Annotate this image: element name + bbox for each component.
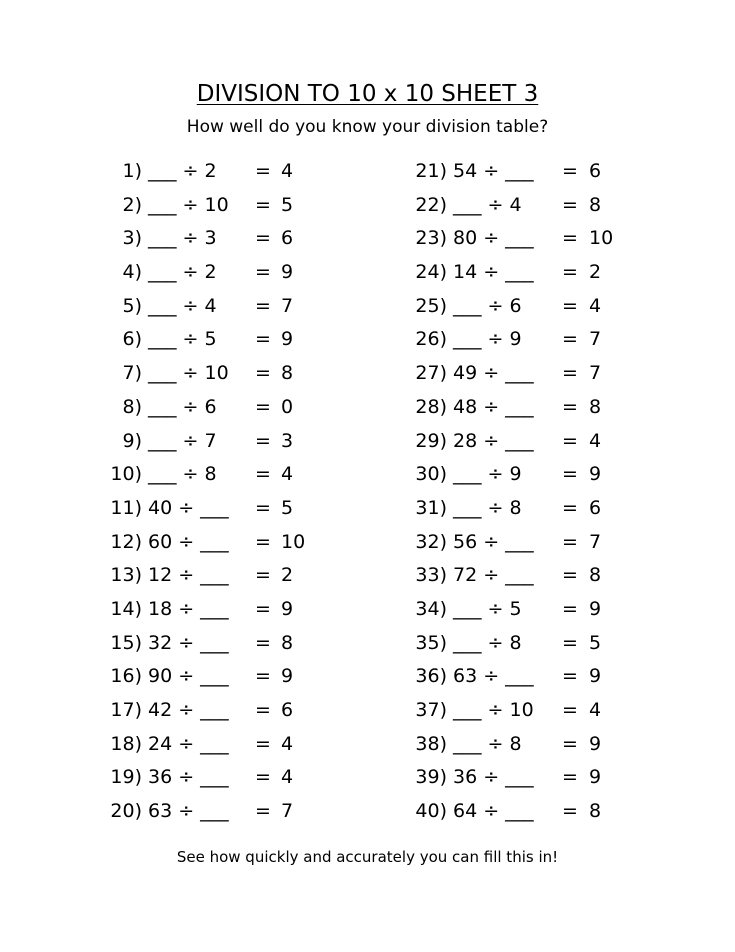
problem-answer: 10 [281,530,306,553]
problem-expression: 36 ÷ ___ [453,766,534,789]
worksheet-footer: See how quickly and accurately you can fill this in! [176,848,559,866]
problem-number: 36) [415,665,447,688]
problem-expression: ___ ÷ 6 [453,294,522,317]
problem-row [405,492,735,526]
problem-expression: 56 ÷ ___ [453,530,534,553]
problem-expression: ___ ÷ 10 [453,699,534,721]
problem-answer: 8 [589,564,602,587]
equals-sign: = [562,732,578,755]
problem-answer: 9 [281,328,294,351]
problem-answer: 10 [589,227,614,250]
problem-expression: 63 ÷ ___ [148,800,229,823]
problem-answer: 4 [281,160,294,182]
equals-sign: = [562,631,578,654]
problem-row [405,256,735,290]
problem-answer: 9 [589,766,602,789]
problem-expression: 18 ÷ ___ [148,597,229,620]
problem-row [405,391,735,425]
problem-expression: ___ ÷ 8 [453,732,522,755]
problem-number: 24) [415,261,447,284]
problem-expression: 14 ÷ ___ [453,261,534,284]
problem-number: 39) [415,766,447,789]
problem-answer: 6 [281,227,294,250]
equals-sign: = [562,463,578,486]
equals-sign: = [255,160,271,182]
problem-expression: ___ ÷ 9 [453,328,522,351]
problem-expression: ___ ÷ 8 [453,631,522,654]
problem-row [100,425,430,459]
problem-number: 40) [415,800,447,823]
problem-row [100,728,430,762]
problem-answer: 6 [589,160,602,182]
problem-answer: 8 [281,362,294,385]
problem-answer: 7 [589,328,602,351]
problem-row [100,222,430,256]
problem-number: 37) [415,699,447,721]
problem-answer: 6 [589,496,602,519]
equals-sign: = [562,800,578,823]
problem-expression: ___ ÷ 4 [453,193,522,216]
problem-number: 2) [122,193,142,216]
problem-expression: ___ ÷ 10 [148,193,229,216]
problem-number: 22) [415,193,447,216]
problem-row [405,526,735,560]
problem-row [405,458,735,492]
problem-expression: 80 ÷ ___ [453,227,534,250]
equals-sign: = [562,429,578,452]
problem-number: 27) [415,362,447,385]
problem-expression: ___ ÷ 6 [148,395,217,418]
problem-row [405,761,735,795]
problem-answer: 9 [589,665,602,688]
problem-answer: 8 [589,800,602,823]
problem-expression: 42 ÷ ___ [148,699,229,721]
problem-answer: 9 [281,261,294,284]
problem-number: 1) [122,160,142,182]
problem-answer: 3 [281,429,294,452]
equals-sign: = [562,665,578,688]
equals-sign: = [562,294,578,317]
problem-expression: ___ ÷ 8 [148,463,217,486]
equals-sign: = [255,328,271,351]
problem-row [100,323,430,357]
problem-row [100,559,430,593]
problem-row [405,593,735,627]
problem-row [405,357,735,391]
problem-answer: 5 [281,496,294,519]
equals-sign: = [562,362,578,385]
problem-number: 38) [415,732,447,755]
problem-number: 17) [110,699,142,721]
problem-answer: 9 [589,732,602,755]
problem-expression: 32 ÷ ___ [148,631,229,654]
problem-answer: 9 [281,665,294,688]
problem-expression: 90 ÷ ___ [148,665,229,688]
problem-expression: 24 ÷ ___ [148,732,229,755]
problem-expression: ___ ÷ 3 [148,227,217,250]
equals-sign: = [255,597,271,620]
equals-sign: = [562,530,578,553]
problem-answer: 9 [281,597,294,620]
problem-answer: 7 [281,294,294,317]
problem-number: 35) [415,631,447,654]
problem-row [405,728,735,762]
problem-number: 8) [122,395,142,418]
problem-expression: 40 ÷ ___ [148,496,229,519]
problem-number: 6) [122,328,142,351]
problem-answer: 4 [281,732,294,755]
problem-number: 25) [415,294,447,317]
equals-sign: = [255,800,271,823]
problem-answer: 4 [589,429,602,452]
problem-expression: 64 ÷ ___ [453,800,534,823]
problem-row [100,526,430,560]
equals-sign: = [562,496,578,519]
equals-sign: = [255,530,271,553]
problem-number: 23) [415,227,447,250]
problem-row [100,290,430,324]
equals-sign: = [562,328,578,351]
problem-row [405,189,735,223]
problem-answer: 6 [281,699,294,721]
equals-sign: = [255,193,271,216]
equals-sign: = [255,631,271,654]
problem-row [100,795,430,829]
problem-row [405,795,735,829]
problem-answer: 7 [589,530,602,553]
problem-row [405,155,735,189]
problem-number: 5) [122,294,142,317]
problem-expression: ___ ÷ 5 [148,328,217,351]
problem-expression: 60 ÷ ___ [148,530,229,553]
problem-expression: 54 ÷ ___ [453,160,534,182]
problem-expression: 36 ÷ ___ [148,766,229,789]
problem-answer: 4 [589,294,602,317]
problem-row [100,391,430,425]
problem-answer: 4 [589,699,602,721]
equals-sign: = [562,395,578,418]
problem-answer: 8 [589,193,602,216]
problem-answer: 5 [281,193,294,216]
equals-sign: = [562,564,578,587]
problem-column-left [100,155,430,829]
equals-sign: = [562,160,578,182]
equals-sign: = [562,227,578,250]
problem-row [100,189,430,223]
problem-expression: 12 ÷ ___ [148,564,229,587]
equals-sign: = [255,732,271,755]
problem-number: 30) [415,463,447,486]
equals-sign: = [255,766,271,789]
problem-answer: 2 [589,261,602,284]
equals-sign: = [562,699,578,721]
problem-expression: ___ ÷ 8 [453,496,522,519]
problem-number: 14) [110,597,142,620]
equals-sign: = [255,463,271,486]
problem-number: 3) [122,227,142,250]
equals-sign: = [562,597,578,620]
problem-answer: 0 [281,395,294,418]
equals-sign: = [255,395,271,418]
problem-number: 19) [110,766,142,789]
problem-row [100,593,430,627]
problem-row [100,458,430,492]
equals-sign: = [255,665,271,688]
problem-row [100,660,430,694]
equals-sign: = [562,261,578,284]
problem-expression: ___ ÷ 9 [453,463,522,486]
problem-expression: 72 ÷ ___ [453,564,534,587]
problem-answer: 2 [281,564,294,587]
problem-row [100,256,430,290]
worksheet-title: DIVISION TO 10 x 10 SHEET 3 [196,81,539,107]
problem-number: 21) [415,160,447,182]
worksheet-subtitle: How well do you know your division table? [186,117,549,137]
problem-expression: ___ ÷ 2 [148,261,217,284]
problem-row [405,323,735,357]
problem-answer: 7 [589,362,602,385]
problem-expression: ___ ÷ 7 [148,429,217,452]
equals-sign: = [255,362,271,385]
problem-number: 11) [110,496,142,519]
problem-number: 15) [110,631,142,654]
problem-number: 18) [110,732,142,755]
problem-row [100,627,430,661]
problem-column-right [405,155,735,829]
problem-expression: ___ ÷ 4 [148,294,217,317]
equals-sign: = [562,766,578,789]
problem-number: 28) [415,395,447,418]
problem-number: 16) [110,665,142,688]
problem-expression: ___ ÷ 5 [453,597,522,620]
equals-sign: = [255,496,271,519]
problem-number: 9) [122,429,142,452]
equals-sign: = [255,699,271,721]
equals-sign: = [255,227,271,250]
problem-expression: ___ ÷ 2 [148,160,217,182]
problem-row [405,694,735,728]
problem-answer: 8 [281,631,294,654]
problem-row [100,761,430,795]
problem-answer: 4 [281,463,294,486]
problem-row [100,357,430,391]
equals-sign: = [255,564,271,587]
problem-number: 4) [122,261,142,284]
equals-sign: = [562,193,578,216]
problem-expression: 49 ÷ ___ [453,362,534,385]
problem-expression: 48 ÷ ___ [453,395,534,418]
equals-sign: = [255,294,271,317]
problem-row [100,155,430,189]
problem-number: 26) [415,328,447,351]
problem-row [405,627,735,661]
problem-answer: 9 [589,597,602,620]
problem-number: 13) [110,564,142,587]
problem-row [405,425,735,459]
problem-row [100,694,430,728]
equals-sign: = [255,261,271,284]
problem-number: 7) [122,362,142,385]
problem-number: 34) [415,597,447,620]
problem-row [405,222,735,256]
problem-answer: 7 [281,800,294,823]
problem-number: 31) [415,496,447,519]
problem-number: 33) [415,564,447,587]
problem-answer: 5 [589,631,602,654]
problem-row [405,290,735,324]
problem-number: 32) [415,530,447,553]
problem-number: 10) [110,463,142,486]
problem-expression: 28 ÷ ___ [453,429,534,452]
problem-answer: 4 [281,766,294,789]
problem-row [100,492,430,526]
problem-number: 20) [110,800,142,823]
problem-row [405,660,735,694]
problem-expression: 63 ÷ ___ [453,665,534,688]
problem-answer: 9 [589,463,602,486]
problem-number: 12) [110,530,142,553]
problem-row [405,559,735,593]
problem-answer: 8 [589,395,602,418]
problem-expression: ___ ÷ 10 [148,362,229,385]
problem-number: 29) [415,429,447,452]
equals-sign: = [255,429,271,452]
